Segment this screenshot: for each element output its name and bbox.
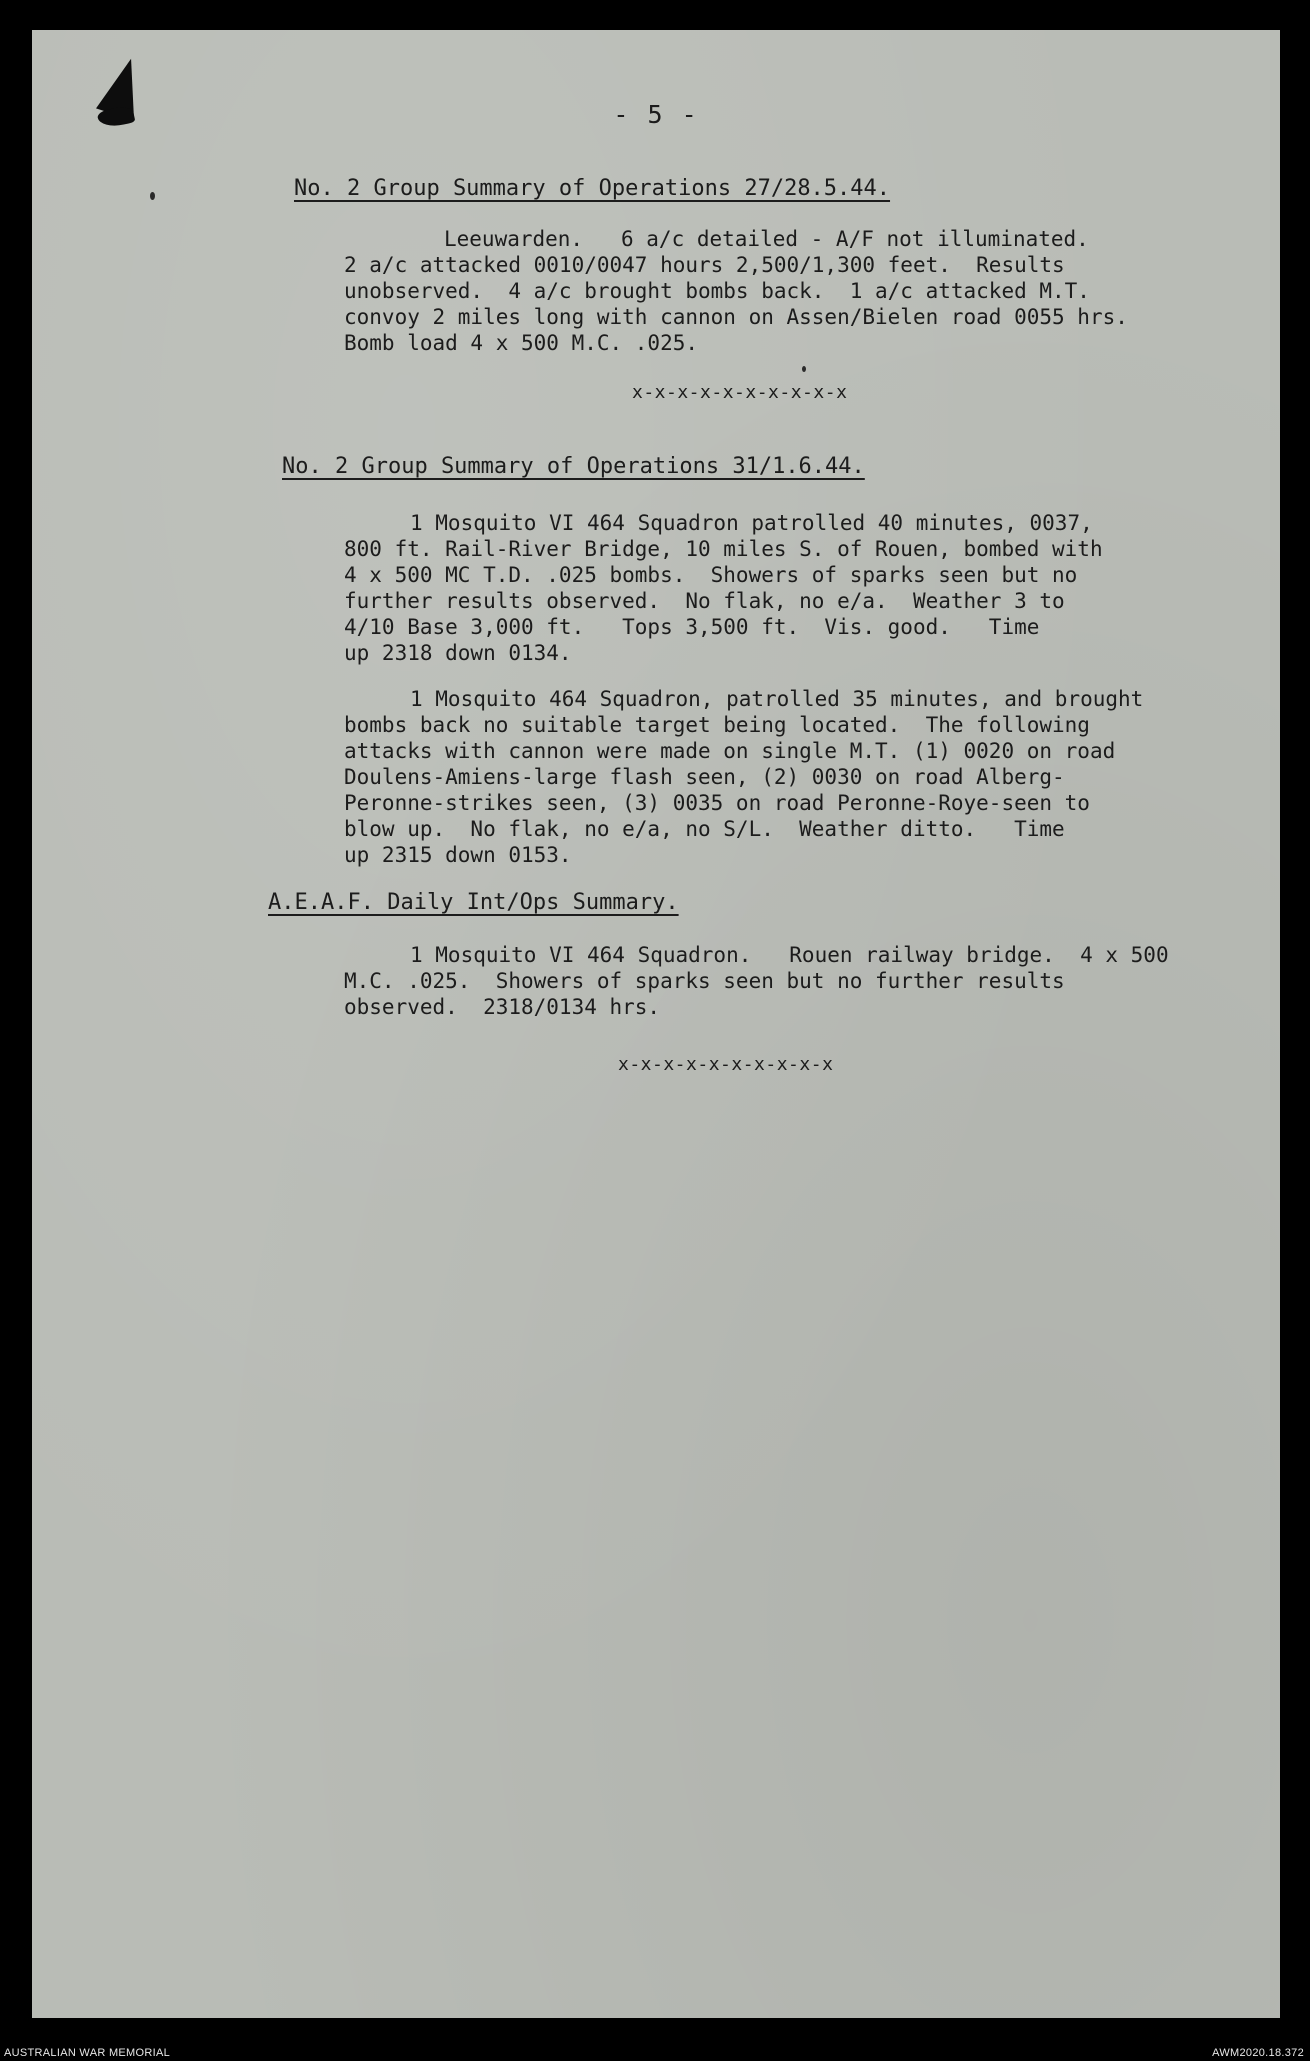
footer-left-caption: AUSTRALIAN WAR MEMORIAL bbox=[4, 2047, 171, 2059]
section-paragraph: 1 Mosquito VI 464 Squadron. Rouen railway bridge. 4 x 500 M.C. .025. Showers of sparks seen but no further results observed. 2318/0134 hrs. bbox=[344, 943, 1169, 1019]
ink-speck bbox=[802, 366, 806, 372]
section-paragraph: Leeuwarden. 6 a/c detailed - A/F not illuminated. 2 a/c attacked 0010/0047 hours 2,500/1,300 feet. Results unobserved. 4 a/c brought bombs back. 1 a/c attacked M.T. convoy 2 miles long with cannon on Assen/Bielen road 0055 hrs. Bomb load 4 x 500 M.C. .025. bbox=[344, 227, 1128, 355]
page-number: - 5 - bbox=[613, 100, 699, 129]
section-heading: A.E.A.F. Daily Int/Ops Summary. bbox=[268, 890, 679, 915]
section-heading: No. 2 Group Summary of Operations 31/1.6.44. bbox=[282, 454, 865, 479]
document-page bbox=[32, 30, 1280, 2018]
section-heading: No. 2 Group Summary of Operations 27/28.5.44. bbox=[294, 176, 891, 201]
footer-right-caption: AWM2020.18.372 bbox=[1212, 2047, 1304, 2059]
section-paragraph: 1 Mosquito 464 Squadron, patrolled 35 minutes, and brought bombs back no suitable target being located. The following attacks with cannon were made on single M.T. (1) 0020 on road Doulens-Amiens-large flash seen, (2) 0030 on road Alberg- Peronne-strikes seen, (3) 0035 on road Peronne-Roye-seen to blow up. No flak, no e/a, no S/L. Weather ditto. Time up 2315 down 0153. bbox=[344, 687, 1144, 867]
section-separator: x-x-x-x-x-x-x-x-x-x bbox=[618, 1054, 834, 1075]
ink-speck bbox=[150, 192, 155, 200]
section-separator: x-x-x-x-x-x-x-x-x-x bbox=[632, 382, 848, 403]
section-paragraph: 1 Mosquito VI 464 Squadron patrolled 40 minutes, 0037, 800 ft. Rail-River Bridge, 10 miles S. of Rouen, bombed with 4 x 500 MC T.D. .025 bombs. Showers of sparks seen but no further results observed. No flak, no e/a. Weather 3 to 4/10 Base 3,000 ft. Tops 3,500 ft. Vis. good. Time up 2318 down 0134. bbox=[344, 511, 1103, 665]
